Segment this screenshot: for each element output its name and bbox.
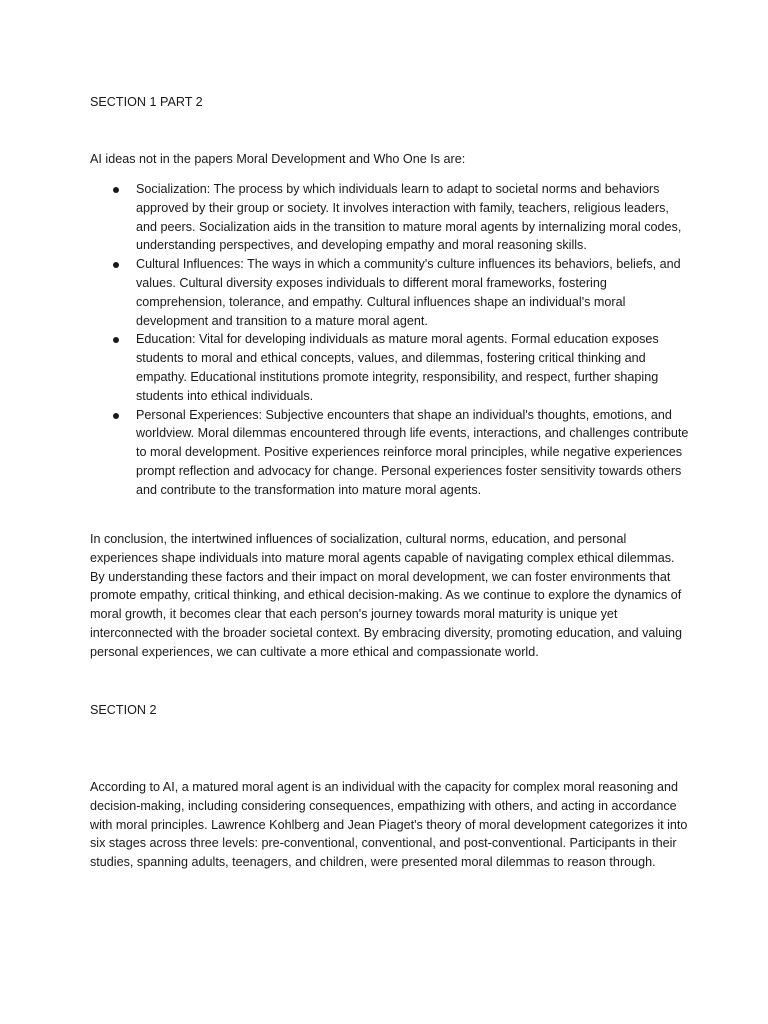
list-item-text: Cultural Influences: The ways in which a community's culture influences its behaviors, beliefs, and values. Cultural diversity exposes individuals to different moral frameworks, fostering comprehension, tolerance, and empathy. Cultural influences shape an individual's moral development and transition to a mature moral agent. [136,257,681,328]
bullet-list [90,180,690,500]
section-1-heading: SECTION 1 PART 2 [90,95,203,109]
list-item-socialization [90,180,690,255]
list-item-cultural-influences [90,255,690,330]
document-page [90,0,690,1024]
bullet-icon [113,337,119,343]
list-item-personal-experiences [90,406,690,500]
section-2-paragraph: According to AI, a matured moral agent is an individual with the capacity for complex moral reasoning and decision-making, including considering consequences, empathizing with others, and acting in accordance with moral principles. Lawrence Kohlberg and Jean Piaget's theory of moral development categorizes it into six stages across three levels: pre-conventional, conventional, and post-conventional. Participants in their studies, spanning adults, teenagers, and children, were presented moral dilemmas to reason through. [90,780,688,870]
list-item-text: Personal Experiences: Subjective encounters that shape an individual's thoughts, emotions, and worldview. Moral dilemmas encountered through life events, interactions, and challenges contribute to moral development. Positive experiences reinforce moral principles, while negative experiences prompt reflection and advocacy for change. Personal experiences foster sensitivity towards others and contribute to the transformation into mature moral agents. [136,407,689,497]
list-item-education [90,330,690,405]
bullet-icon [113,187,119,193]
conclusion-paragraph: In conclusion, the intertwined influences of socialization, cultural norms, education, and personal experiences shape individuals into mature moral agents capable of navigating complex ethical dilemmas. By understanding these factors and their impact on moral development, we can foster environments that promote empathy, critical thinking, and ethical decision-making. As we continue to explore the dynamics of moral growth, it becomes clear that each person's journey towards moral maturity is unique yet interconnected with the broader societal context. By embracing diversity, promoting education, and valuing personal experiences, we can cultivate a more ethical and compassionate world. [90,532,683,659]
section-1-intro: AI ideas not in the papers Moral Development and Who One Is are: [90,152,466,166]
list-item-text: Socialization: The process by which individuals learn to adapt to societal norms and behaviors approved by their group or society. It involves interaction with family, teachers, religious leaders, and peers. Socialization aids in the transition to mature moral agents by internalizing moral codes, understanding perspectives, and developing empathy and moral reasoning skills. [136,182,682,253]
bullet-icon [113,262,119,268]
section-2-heading: SECTION 2 [90,703,157,717]
list-item-text: Education: Vital for developing individuals as mature moral agents. Formal education exposes students to moral and ethical concepts, values, and dilemmas, fostering critical thinking and empathy. Educational institutions promote integrity, responsibility, and respect, further shaping students into ethical individuals. [136,332,659,403]
bullet-icon [113,413,119,419]
